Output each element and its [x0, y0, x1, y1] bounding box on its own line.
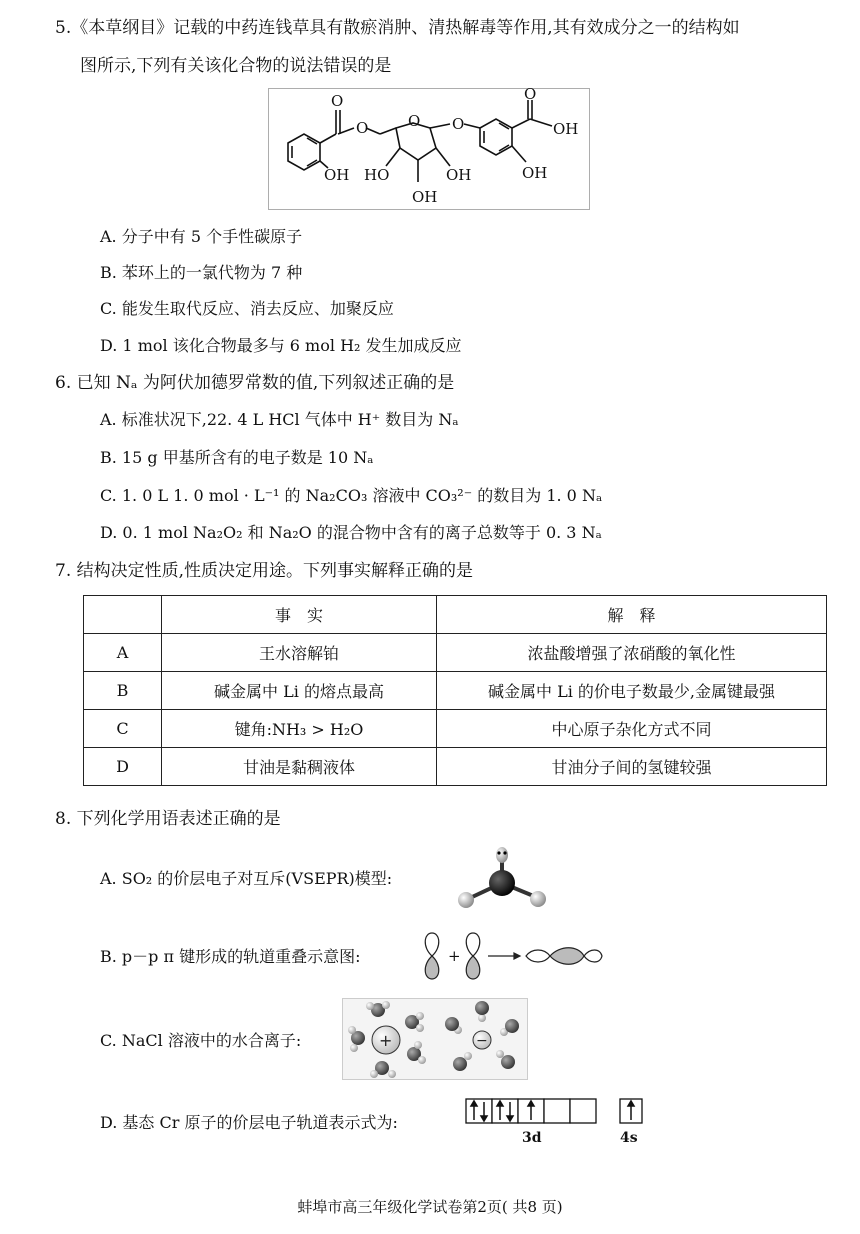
table-cell: C [84, 710, 162, 748]
table-cell: D [84, 748, 162, 786]
page-footer: 蚌埠市高三年级化学试卷第2页( 共8 页) [297, 1198, 563, 1216]
table-cell: 键角:NH₃ > H₂O [162, 710, 437, 748]
q6-option-a: A. 标准状况下,22. 4 L HCl 气体中 H⁺ 数目为 Nₐ [100, 410, 459, 429]
q6-option-c: C. 1. 0 L 1. 0 mol · L⁻¹ 的 Na₂CO₃ 溶液中 CO₃²⁻ 的数目为 1. 0 Nₐ [100, 486, 603, 505]
table-cell: B [84, 672, 162, 710]
atom-label: O [331, 92, 344, 110]
orbital-label-3d: 3d [522, 1130, 542, 1146]
table-row [84, 672, 827, 710]
table-cell: 碱金属中 Li 的熔点最高 [162, 672, 437, 710]
table-cell: A [84, 634, 162, 672]
q5-stem-line2: 图所示,下列有关该化合物的说法错误的是 [80, 56, 392, 76]
q8-option-b: B. p－p π 键形成的轨道重叠示意图: [100, 947, 361, 966]
q6-option-d: D. 0. 1 mol Na₂O₂ 和 Na₂O 的混合物中含有的离子总数等于 0. 3 Nₐ [100, 523, 602, 542]
vsepr-model-figure [452, 843, 550, 913]
atom-label: O [452, 115, 465, 133]
header-cell [84, 596, 162, 634]
atom-label: HO [364, 166, 390, 184]
q8-stem: 8. 下列化学用语表述正确的是 [55, 809, 281, 829]
pp-pi-overlap-figure [418, 929, 604, 983]
minus-sign: − [476, 1033, 488, 1049]
q5-structure-figure [268, 88, 590, 210]
q5-option-b: B. 苯环上的一氯代物为 7 种 [100, 263, 303, 282]
plus-sign: + [448, 947, 461, 965]
cr-orbital-diagram [462, 1096, 648, 1148]
q8-option-c: C. NaCl 溶液中的水合离子: [100, 1031, 302, 1050]
table-row [84, 710, 827, 748]
table-cell: 王水溶解铂 [162, 634, 437, 672]
q6-option-b: B. 15 g 甲基所含有的电子数是 10 Nₐ [100, 448, 374, 467]
q7-table [83, 595, 827, 786]
atom-label: O [356, 119, 369, 137]
atom-label: OH [446, 166, 472, 184]
atom-label: OH [522, 164, 548, 182]
table-cell: 甘油是黏稠液体 [162, 748, 437, 786]
atom-label: O [524, 88, 537, 103]
atom-label: OH [324, 166, 350, 184]
q5-option-c: C. 能发生取代反应、消去反应、加聚反应 [100, 299, 394, 318]
orbital-label-4s: 4s [620, 1130, 638, 1146]
plus-sign: + [379, 1031, 393, 1050]
hydrated-ions-figure [342, 998, 528, 1080]
q5-option-a: A. 分子中有 5 个手性碳原子 [100, 227, 303, 246]
q7-stem: 7. 结构决定性质,性质决定用途。下列事实解释正确的是 [55, 561, 474, 581]
q8-option-d: D. 基态 Cr 原子的价层电子轨道表示式为: [100, 1113, 398, 1132]
table-cell: 浓盐酸增强了浓硝酸的氧化性 [437, 634, 827, 672]
table-cell: 碱金属中 Li 的价电子数最少,金属键最强 [437, 672, 827, 710]
atom-label: OH [412, 188, 438, 206]
q5-stem-line1: 5.《本草纲目》记载的中药连钱草具有散瘀消肿、清热解毒等作用,其有效成分之一的结构如 [55, 18, 740, 38]
table-row [84, 748, 827, 786]
q6-stem: 6. 已知 Nₐ 为阿伏加德罗常数的值,下列叙述正确的是 [55, 373, 455, 393]
q8-option-a: A. SO₂ 的价层电子对互斥(VSEPR)模型: [100, 869, 393, 888]
atom-label: OH [553, 120, 579, 138]
table-header-row [84, 596, 827, 634]
atom-label: O [408, 112, 421, 130]
q5-option-d: D. 1 mol 该化合物最多与 6 mol H₂ 发生加成反应 [100, 336, 462, 355]
table-cell: 中心原子杂化方式不同 [437, 710, 827, 748]
table-cell: 甘油分子间的氢键较强 [437, 748, 827, 786]
table-row [84, 634, 827, 672]
header-cell: 事 实 [162, 596, 437, 634]
header-cell: 解 释 [437, 596, 827, 634]
